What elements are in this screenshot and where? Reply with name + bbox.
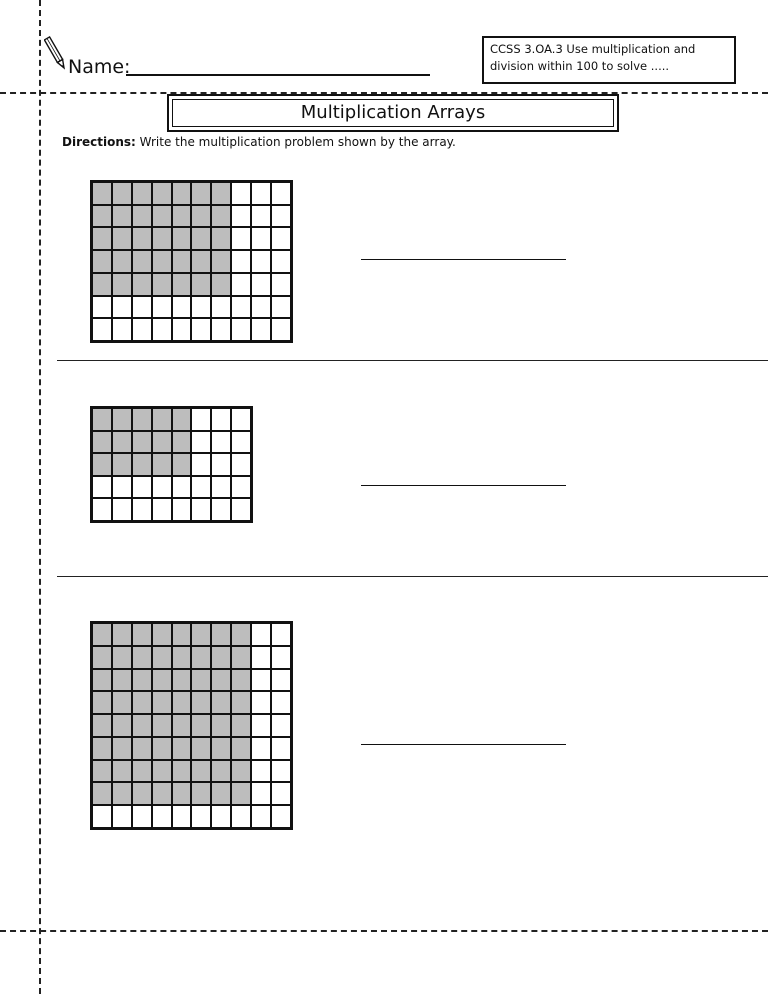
array-cell-shaded (211, 737, 231, 760)
array-cell-empty (271, 623, 291, 646)
page-title: Multiplication Arrays (172, 99, 614, 127)
directions-label: Directions: (62, 135, 136, 149)
array-cell-shaded (172, 760, 192, 783)
array-cell-empty (271, 782, 291, 805)
array-cell-empty (271, 646, 291, 669)
array-cell-shaded (92, 669, 112, 692)
array-cell-empty (271, 273, 291, 296)
array-cell-shaded (112, 227, 132, 250)
array-cell-shaded (172, 273, 192, 296)
array-cell-empty (271, 714, 291, 737)
array-cell-shaded (92, 760, 112, 783)
margin-cut-line-bottom (0, 930, 768, 932)
array-cell-shaded (172, 623, 192, 646)
array-cell-empty (231, 318, 251, 341)
array-cell-empty (271, 296, 291, 319)
array-cell-shaded (172, 250, 192, 273)
array-cell-empty (271, 737, 291, 760)
margin-cut-line-vertical (39, 0, 41, 994)
array-cell-empty (271, 691, 291, 714)
array-cell-shaded (211, 646, 231, 669)
array-cell-empty (191, 408, 211, 431)
array-cell-shaded (191, 250, 211, 273)
array-cell-shaded (132, 453, 152, 476)
array-cell-empty (152, 318, 172, 341)
array-cell-empty (251, 669, 271, 692)
array-cell-empty (251, 250, 271, 273)
directions (62, 135, 456, 149)
array-cell-shaded (112, 453, 132, 476)
array-cell-shaded (132, 623, 152, 646)
array-cell-shaded (132, 714, 152, 737)
array-cell-shaded (152, 782, 172, 805)
array-cell-shaded (132, 273, 152, 296)
array-cell-shaded (92, 453, 112, 476)
array-cell-empty (152, 805, 172, 828)
array-cell-empty (251, 296, 271, 319)
array-cell-empty (211, 805, 231, 828)
array-cell-empty (251, 205, 271, 228)
array-cell-empty (251, 737, 271, 760)
array-cell-shaded (112, 760, 132, 783)
array-cell-shaded (92, 227, 112, 250)
array-cell-empty (132, 805, 152, 828)
array-cell-empty (92, 476, 112, 499)
array-cell-shaded (211, 691, 231, 714)
array-cell-shaded (211, 714, 231, 737)
array-cell-empty (172, 476, 192, 499)
array-cell-shaded (172, 227, 192, 250)
array-cell-empty (231, 227, 251, 250)
array-cell-empty (271, 205, 291, 228)
standard-text-line1: CCSS 3.OA.3 Use multiplication and (490, 42, 696, 56)
array-cell-empty (191, 318, 211, 341)
array-cell-shaded (191, 623, 211, 646)
array-cell-shaded (112, 714, 132, 737)
array-cell-empty (271, 227, 291, 250)
array-cell-empty (152, 498, 172, 521)
array-cell-shaded (172, 182, 192, 205)
standard-text-line2: division within 100 to solve ..... (490, 59, 670, 73)
array-cell-empty (92, 296, 112, 319)
array-cell-shaded (231, 646, 251, 669)
array-cell-empty (271, 805, 291, 828)
array-cell-shaded (211, 250, 231, 273)
array-cell-shaded (92, 691, 112, 714)
array-cell-shaded (132, 205, 152, 228)
array-cell-empty (191, 805, 211, 828)
array-cell-shaded (152, 273, 172, 296)
array-cell-shaded (112, 691, 132, 714)
standard-box (482, 36, 736, 84)
array-cell-shaded (112, 669, 132, 692)
array-cell-shaded (112, 205, 132, 228)
array-cell-shaded (191, 182, 211, 205)
array-cell-empty (271, 250, 291, 273)
array-cell-empty (92, 318, 112, 341)
array-cell-empty (271, 760, 291, 783)
array-cell-empty (112, 296, 132, 319)
array-cell-empty (271, 318, 291, 341)
array-cell-empty (231, 476, 251, 499)
array-grid-3 (90, 621, 293, 830)
array-cell-shaded (152, 669, 172, 692)
array-cell-shaded (132, 760, 152, 783)
title-box (167, 94, 619, 132)
array-cell-shaded (172, 669, 192, 692)
array-cell-shaded (132, 227, 152, 250)
array-cell-empty (132, 318, 152, 341)
array-cell-empty (172, 296, 192, 319)
array-cell-empty (251, 805, 271, 828)
array-cell-shaded (172, 453, 192, 476)
array-cell-empty (112, 476, 132, 499)
array-cell-shaded (132, 646, 152, 669)
array-cell-shaded (172, 737, 192, 760)
name-label: Name: (68, 56, 131, 78)
array-cell-shaded (152, 227, 172, 250)
array-cell-shaded (92, 250, 112, 273)
array-cell-empty (191, 296, 211, 319)
pencil-icon (44, 34, 68, 74)
array-cell-empty (132, 498, 152, 521)
array-cell-shaded (152, 691, 172, 714)
array-cell-empty (92, 498, 112, 521)
array-cell-empty (132, 296, 152, 319)
array-cell-shaded (112, 273, 132, 296)
array-cell-empty (231, 250, 251, 273)
array-cell-shaded (191, 227, 211, 250)
array-cell-shaded (191, 273, 211, 296)
answer-line-1[interactable] (361, 259, 566, 260)
array-cell-shaded (132, 669, 152, 692)
array-cell-empty (172, 498, 192, 521)
array-cell-shaded (92, 623, 112, 646)
array-cell-shaded (92, 782, 112, 805)
array-cell-shaded (92, 273, 112, 296)
array-cell-shaded (172, 431, 192, 454)
array-cell-empty (211, 296, 231, 319)
array-cell-shaded (132, 737, 152, 760)
array-cell-shaded (152, 250, 172, 273)
array-cell-empty (231, 431, 251, 454)
array-cell-empty (231, 498, 251, 521)
array-cell-empty (251, 318, 271, 341)
array-cell-shaded (112, 431, 132, 454)
array-cell-shaded (152, 714, 172, 737)
array-cell-empty (191, 453, 211, 476)
directions-text: Write the multiplication problem shown by the array. (139, 135, 456, 149)
array-cell-empty (231, 453, 251, 476)
array-cell-empty (251, 273, 271, 296)
array-cell-empty (172, 318, 192, 341)
array-cell-shaded (92, 182, 112, 205)
array-cell-empty (251, 782, 271, 805)
array-cell-empty (172, 805, 192, 828)
array-cell-shaded (231, 760, 251, 783)
answer-line-3[interactable] (361, 744, 566, 745)
array-cell-empty (191, 498, 211, 521)
array-cell-shaded (152, 453, 172, 476)
array-cell-shaded (152, 646, 172, 669)
array-cell-empty (251, 182, 271, 205)
array-grid-2 (90, 406, 253, 523)
array-cell-shaded (191, 691, 211, 714)
array-cell-empty (211, 431, 231, 454)
array-cell-empty (112, 498, 132, 521)
array-cell-empty (211, 476, 231, 499)
array-cell-shaded (152, 623, 172, 646)
array-cell-shaded (191, 760, 211, 783)
array-cell-shaded (191, 714, 211, 737)
array-cell-shaded (211, 782, 231, 805)
array-cell-shaded (152, 760, 172, 783)
array-cell-empty (271, 669, 291, 692)
array-cell-empty (211, 453, 231, 476)
array-cell-empty (92, 805, 112, 828)
array-cell-shaded (132, 431, 152, 454)
array-cell-empty (231, 408, 251, 431)
array-cell-empty (231, 296, 251, 319)
array-cell-shaded (191, 205, 211, 228)
array-cell-empty (211, 318, 231, 341)
array-cell-empty (251, 714, 271, 737)
array-cell-empty (271, 182, 291, 205)
array-cell-shaded (92, 714, 112, 737)
array-cell-shaded (92, 431, 112, 454)
array-cell-shaded (231, 782, 251, 805)
array-cell-shaded (172, 782, 192, 805)
array-cell-empty (231, 805, 251, 828)
problem-separator-1 (57, 360, 768, 361)
array-cell-shaded (211, 227, 231, 250)
array-cell-shaded (92, 646, 112, 669)
array-cell-shaded (92, 737, 112, 760)
array-cell-shaded (132, 408, 152, 431)
array-cell-empty (112, 805, 132, 828)
array-cell-empty (152, 296, 172, 319)
array-cell-shaded (191, 646, 211, 669)
array-cell-shaded (191, 669, 211, 692)
array-grid-1 (90, 180, 293, 343)
array-cell-empty (251, 760, 271, 783)
array-cell-shaded (231, 691, 251, 714)
array-cell-empty (211, 408, 231, 431)
array-cell-shaded (172, 646, 192, 669)
array-cell-empty (152, 476, 172, 499)
array-cell-shaded (211, 205, 231, 228)
array-cell-shaded (172, 691, 192, 714)
array-cell-empty (251, 646, 271, 669)
array-cell-empty (251, 691, 271, 714)
array-cell-shaded (132, 182, 152, 205)
array-cell-empty (231, 182, 251, 205)
answer-line-2[interactable] (361, 485, 566, 486)
array-cell-empty (231, 273, 251, 296)
array-cell-shaded (152, 737, 172, 760)
array-cell-empty (191, 476, 211, 499)
array-cell-empty (132, 476, 152, 499)
array-cell-shaded (152, 408, 172, 431)
array-cell-shaded (172, 714, 192, 737)
array-cell-shaded (152, 431, 172, 454)
array-cell-empty (211, 498, 231, 521)
array-cell-empty (231, 205, 251, 228)
problem-separator-2 (57, 576, 768, 577)
array-cell-shaded (191, 737, 211, 760)
array-cell-shaded (112, 182, 132, 205)
array-cell-shaded (211, 623, 231, 646)
array-cell-empty (191, 431, 211, 454)
array-cell-empty (112, 318, 132, 341)
array-cell-shaded (112, 408, 132, 431)
array-cell-shaded (132, 250, 152, 273)
name-field[interactable] (126, 74, 430, 76)
array-cell-shaded (231, 669, 251, 692)
array-cell-shaded (231, 714, 251, 737)
array-cell-shaded (112, 250, 132, 273)
array-cell-shaded (172, 408, 192, 431)
array-cell-shaded (112, 646, 132, 669)
array-cell-shaded (92, 205, 112, 228)
array-cell-shaded (211, 273, 231, 296)
array-cell-shaded (211, 760, 231, 783)
array-cell-shaded (211, 182, 231, 205)
array-cell-empty (251, 623, 271, 646)
array-cell-shaded (211, 669, 231, 692)
array-cell-shaded (152, 205, 172, 228)
array-cell-shaded (132, 691, 152, 714)
array-cell-shaded (112, 782, 132, 805)
array-cell-shaded (172, 205, 192, 228)
array-cell-shaded (112, 737, 132, 760)
array-cell-shaded (92, 408, 112, 431)
array-cell-shaded (112, 623, 132, 646)
array-cell-shaded (191, 782, 211, 805)
array-cell-shaded (231, 623, 251, 646)
array-cell-shaded (231, 737, 251, 760)
array-cell-shaded (152, 182, 172, 205)
array-cell-empty (251, 227, 271, 250)
array-cell-shaded (132, 782, 152, 805)
